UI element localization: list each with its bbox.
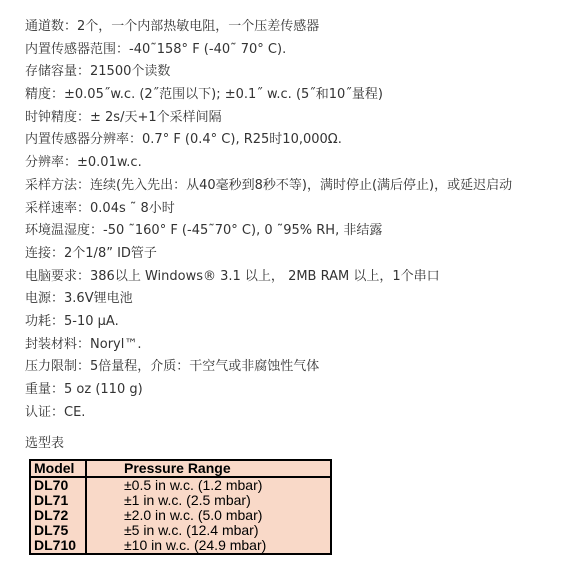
model-cell: DL710 [30, 538, 86, 554]
spec-value: 386以上 Windows® 3.1 以上， 2MB RAM 以上，1个串口 [90, 268, 440, 284]
spec-value: -40˜158° F (-40˜ 70° C). [129, 41, 287, 57]
spec-value: ±0.05˝w.c. (2˝范围以下); ±0.1˝ w.c. (5˝和10˝量程) [64, 87, 383, 103]
model-cell: DL75 [30, 523, 86, 538]
spec-label: 内置传感器范围： [25, 41, 130, 57]
spec-line [25, 39, 580, 62]
table-row [30, 523, 331, 538]
spec-value: CE. [64, 404, 86, 420]
spec-value: 5-10 μA. [64, 313, 119, 329]
spec-value: 2个，一个内部热敏电阻，一个压差传感器 [77, 19, 320, 34]
spec-value: -50 ˜160° F (-45˜70° C), 0 ˜95% RH, 非结露 [103, 223, 383, 239]
table-row [30, 538, 331, 554]
spec-value: 3.6V锂电池 [64, 291, 133, 307]
selection-table-title: 选型表 [25, 436, 65, 451]
range-cell: ±5 in w.c. (12.4 mbar) [124, 522, 259, 538]
spec-line [25, 16, 580, 39]
spec-line [25, 129, 580, 152]
spec-list [25, 0, 580, 424]
spec-value: 连续(先入先出：从40毫秒到8秒不等)，满时停止(满后停止)，或延迟启动 [90, 177, 513, 193]
selection-table [29, 459, 332, 555]
spec-value: 5倍量程，介质：干空气或非腐蚀性气体 [90, 359, 320, 375]
pressure-range-header: Pressure Range [86, 460, 331, 477]
table-row [30, 508, 331, 523]
spec-line [25, 107, 580, 130]
spec-label: 精度： [25, 87, 65, 103]
spec-label: 连接： [25, 245, 65, 261]
spec-label: 采样速率： [25, 200, 91, 216]
spec-line [25, 356, 580, 379]
spec-label: 电脑要求： [25, 268, 91, 284]
spec-line [25, 175, 580, 198]
spec-value: ±0.01w.c. [77, 155, 142, 171]
spec-line [25, 402, 580, 425]
spec-value: 2个1/8” ID管子 [64, 245, 157, 261]
spec-line [25, 84, 580, 107]
spec-label: 通道数： [25, 19, 78, 34]
model-header: Model [30, 460, 86, 477]
spec-label: 存储容量： [25, 64, 91, 80]
spec-label: 功耗： [25, 313, 65, 329]
spec-value: Noryl™. [90, 336, 142, 352]
spec-line [25, 379, 580, 402]
spec-line [25, 288, 580, 311]
spec-line [25, 220, 580, 243]
spec-line [25, 243, 580, 266]
table-header-row [30, 460, 331, 477]
spec-value: 5 oz (110 g) [64, 382, 143, 397]
spec-label: 封装材料： [25, 336, 91, 352]
spec-line [25, 334, 580, 357]
range-cell: ±1 in w.c. (2.5 mbar) [124, 492, 251, 508]
range-cell: ±0.5 in w.c. (1.2 mbar) [124, 477, 263, 493]
spec-label: 内置传感器分辨率： [25, 132, 143, 148]
range-cell: ±10 in w.c. (24.9 mbar) [124, 537, 267, 553]
spec-line [25, 198, 580, 221]
model-cell: DL71 [30, 493, 86, 508]
spec-label: 环境温湿度： [25, 223, 104, 239]
range-cell: ±2.0 in w.c. (5.0 mbar) [124, 507, 263, 523]
spec-line [25, 61, 580, 84]
table-row [30, 493, 331, 508]
spec-label: 重量： [25, 382, 65, 397]
spec-line [25, 266, 580, 289]
spec-line [25, 311, 580, 334]
model-cell: DL72 [30, 508, 86, 523]
spec-value: 0.04s ˜ 8小时 [90, 200, 175, 216]
spec-label: 认证： [25, 404, 65, 420]
spec-label: 分辨率： [25, 155, 78, 171]
model-cell: DL70 [30, 477, 86, 493]
spec-value: 0.7° F (0.4° C), R25时10,000Ω. [142, 132, 342, 148]
spec-label: 采样方法： [25, 177, 91, 193]
spec-value: 21500个读数 [90, 64, 171, 80]
spec-value: ± 2s/天+1个采样间隔 [90, 109, 222, 125]
spec-label: 时钟精度： [25, 109, 91, 125]
spec-label: 电源： [25, 291, 65, 307]
table-row [30, 477, 331, 493]
spec-line [25, 152, 580, 175]
spec-label: 压力限制： [25, 359, 91, 375]
